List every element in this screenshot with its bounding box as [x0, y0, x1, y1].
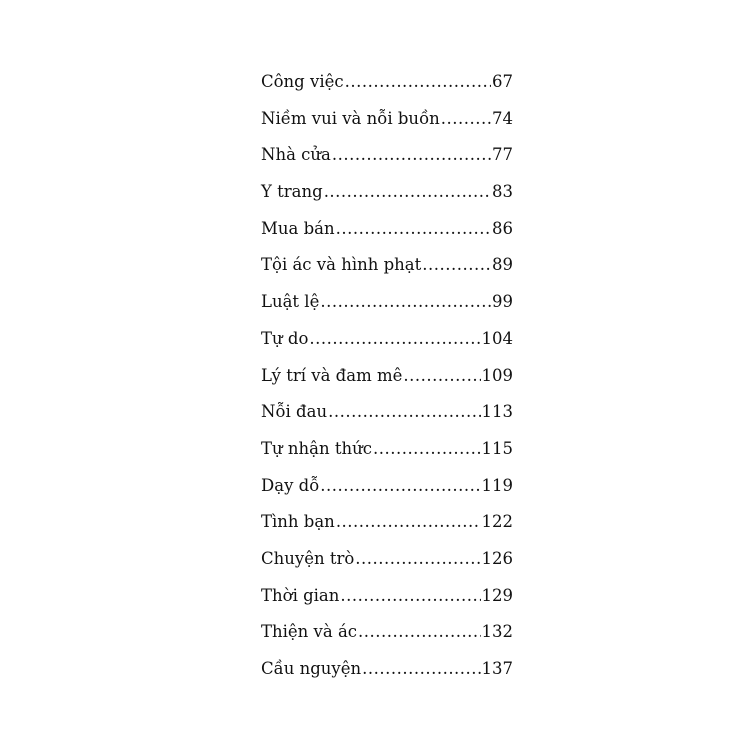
- toc-dot-leader: [324, 178, 491, 206]
- toc-entry: [261, 288, 513, 325]
- toc-dot-leader: [340, 582, 480, 610]
- toc-entry: [261, 472, 513, 509]
- toc-entry-title: Tội ác và hình phạt: [261, 255, 422, 275]
- toc-entry-title: Niềm vui và nỗi buồn: [261, 108, 440, 128]
- toc-entry: [261, 105, 513, 142]
- toc-entry-title: Dạy dỗ: [261, 475, 320, 495]
- toc-entry-page-number: 77: [492, 145, 513, 165]
- toc-entry-page-number: 115: [481, 438, 513, 458]
- toc-entry: [261, 362, 513, 399]
- toc-dot-leader: [441, 105, 491, 133]
- toc-entry-page-number: 83: [492, 182, 513, 202]
- toc-entry-page-number: 126: [481, 548, 513, 568]
- toc-entry-title: Thiện và ác: [261, 622, 358, 642]
- table-of-contents: [261, 68, 513, 692]
- toc-entry-title: Tự do: [261, 328, 309, 348]
- toc-entry-title: Nỗi đau: [261, 402, 328, 422]
- toc-dot-leader: [328, 398, 480, 426]
- toc-dot-leader: [320, 472, 480, 500]
- toc-entry-page-number: 67: [492, 72, 513, 91]
- toc-entry: [261, 215, 513, 252]
- toc-dot-leader: [403, 362, 480, 390]
- toc-entry-title: Chuyện trò: [261, 548, 355, 568]
- toc-entry-title: Luật lệ: [261, 292, 320, 312]
- toc-dot-leader: [309, 325, 480, 353]
- toc-entry: [261, 178, 513, 215]
- toc-entry-page-number: 119: [481, 475, 513, 495]
- toc-entry-page-number: 113: [481, 402, 513, 422]
- toc-entry-page-number: 132: [481, 622, 513, 642]
- toc-entry: [261, 325, 513, 362]
- toc-entry: [261, 655, 513, 692]
- toc-dot-leader: [373, 435, 481, 463]
- toc-dot-leader: [355, 545, 480, 573]
- toc-entry-title: Thời gian: [261, 585, 340, 605]
- toc-entry-title: Nhà cửa: [261, 145, 331, 165]
- toc-entry-page-number: 74: [492, 108, 513, 128]
- toc-entry-title: Công việc: [261, 72, 344, 91]
- toc-entry: [261, 251, 513, 288]
- toc-dot-leader: [422, 251, 491, 279]
- toc-entry-page-number: 122: [481, 512, 513, 532]
- toc-entry-title: Tự nhận thức: [261, 438, 372, 458]
- toc-entry: [261, 398, 513, 435]
- toc-entry: [261, 141, 513, 178]
- toc-entry-title: Lý trí và đam mê: [261, 365, 403, 385]
- toc-dot-leader: [345, 68, 491, 96]
- toc-entry-page-number: 99: [492, 292, 513, 312]
- toc-entry: [261, 618, 513, 655]
- toc-dot-leader: [332, 141, 491, 169]
- toc-dot-leader: [320, 288, 491, 316]
- toc-entry: [261, 582, 513, 619]
- toc-entry-page-number: 89: [492, 255, 513, 275]
- toc-entry-title: Y trang: [261, 182, 323, 202]
- toc-entry: [261, 508, 513, 545]
- toc-entry-page-number: 129: [481, 585, 513, 605]
- toc-entry-title: Mua bán: [261, 218, 335, 238]
- toc-dot-leader: [336, 215, 491, 243]
- toc-dot-leader: [336, 508, 481, 536]
- toc-entry: [261, 545, 513, 582]
- toc-dot-leader: [362, 655, 480, 683]
- toc-entry-title: Cầu nguyện: [261, 659, 362, 678]
- toc-entry: [261, 435, 513, 472]
- toc-dot-leader: [358, 618, 480, 646]
- toc-entry-page-number: 109: [481, 365, 513, 385]
- toc-entry: [261, 68, 513, 105]
- toc-entry-page-number: 86: [492, 218, 513, 238]
- toc-entry-title: Tình bạn: [261, 512, 335, 532]
- toc-entry-page-number: 104: [481, 328, 513, 348]
- toc-entry-page-number: 137: [481, 659, 513, 678]
